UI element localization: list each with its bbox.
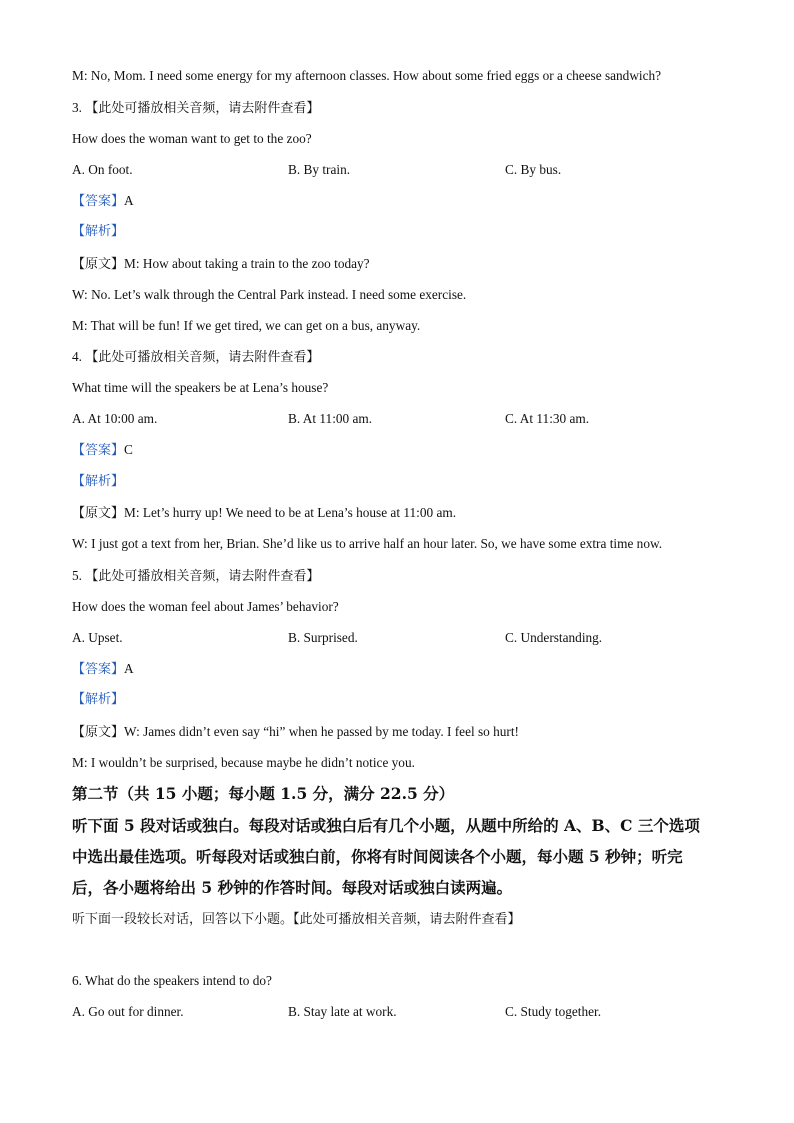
answer-value: A bbox=[124, 193, 134, 208]
original-line bbox=[72, 255, 370, 274]
transcript-line: M: That will be fun! If we get tired, we can get on a bus, anyway. bbox=[72, 318, 421, 333]
original-label: 【原文】 bbox=[72, 257, 125, 272]
transcript-line: M: No, Mom. I need some energy for my afternoon classes. How about some fried eggs or a cheese sandwich? bbox=[72, 68, 662, 83]
transcript-line: W: James didn’t even say “hi” when he passed by me today. I feel so hurt! bbox=[124, 724, 519, 739]
original-line bbox=[72, 504, 456, 523]
section-instructions: 中选出最佳选项。听每段对话或独白前，你将有时间阅读各个小题，每小题 5 秒钟；听完 bbox=[72, 847, 683, 866]
transcript-line: M: How about taking a train to the zoo today? bbox=[124, 256, 370, 271]
answer-label: 【答案】 bbox=[72, 194, 125, 209]
option-c: C. By bus. bbox=[505, 162, 562, 177]
audio-note[interactable]: 【此处可播放相关音频，请去附件查看】 bbox=[85, 101, 320, 116]
original-label: 【原文】 bbox=[72, 725, 125, 740]
transcript-line: M: I wouldn’t be surprised, because maybe he didn’t notice you. bbox=[72, 755, 415, 770]
option-a: A. Go out for dinner. bbox=[72, 1004, 184, 1019]
question-number: 4. bbox=[72, 349, 82, 364]
question-3-text: How does the woman want to get to the zoo? bbox=[72, 131, 312, 146]
section-instructions: 后，各小题将给出 5 秒钟的作答时间。每段对话或独白读两遍。 bbox=[72, 878, 513, 897]
section-instructions: 听下面 5 段对话或独白。每段对话或独白后有几个小题，从题中所给的 A、B、C 三个选项 bbox=[72, 816, 700, 835]
original-label: 【原文】 bbox=[72, 506, 125, 521]
question-6-text: 6. What do the speakers intend to do? bbox=[72, 973, 272, 988]
section-intro: 听下面一段较长对话，回答以下小题。【此处可播放相关音频，请去附件查看】 bbox=[72, 912, 521, 927]
answer-value: C bbox=[124, 442, 133, 457]
question-3-header bbox=[72, 99, 319, 118]
question-4-text: What time will the speakers be at Lena’s house? bbox=[72, 380, 329, 395]
option-b: B. Surprised. bbox=[288, 630, 358, 645]
section-title: 第二节（共 15 小题；每小题 1.5 分，满分 22.5 分） bbox=[72, 784, 455, 803]
transcript-line: M: Let’s hurry up! We need to be at Lena’s house at 11:00 am. bbox=[124, 505, 457, 520]
original-line bbox=[72, 723, 519, 742]
option-c: C. Study together. bbox=[505, 1004, 602, 1019]
analysis-label: 【解析】 bbox=[72, 474, 125, 489]
analysis-label: 【解析】 bbox=[72, 224, 125, 239]
analysis-label: 【解析】 bbox=[72, 692, 125, 707]
question-5-header bbox=[72, 567, 319, 586]
question-4-header bbox=[72, 348, 319, 367]
answer-label: 【答案】 bbox=[72, 662, 125, 677]
option-c: C. Understanding. bbox=[505, 630, 603, 645]
answer-line bbox=[72, 660, 134, 679]
option-b: B. By train. bbox=[288, 162, 351, 177]
audio-note[interactable]: 【此处可播放相关音频，请去附件查看】 bbox=[85, 350, 320, 365]
answer-value: A bbox=[124, 661, 134, 676]
question-5-text: How does the woman feel about James’ behavior? bbox=[72, 599, 339, 614]
transcript-line: W: I just got a text from her, Brian. She’d like us to arrive half an hour later. So, we have some extra time now. bbox=[72, 536, 663, 551]
option-b: B. Stay late at work. bbox=[288, 1004, 397, 1019]
answer-line bbox=[72, 192, 134, 211]
answer-line bbox=[72, 441, 133, 460]
option-a: A. At 10:00 am. bbox=[72, 411, 158, 426]
question-number: 5. bbox=[72, 568, 82, 583]
audio-note[interactable]: 【此处可播放相关音频，请去附件查看】 bbox=[85, 569, 320, 584]
option-b: B. At 11:00 am. bbox=[288, 411, 373, 426]
option-c: C. At 11:30 am. bbox=[505, 411, 590, 426]
option-a: A. On foot. bbox=[72, 162, 133, 177]
transcript-line: W: No. Let’s walk through the Central Park instead. I need some exercise. bbox=[72, 287, 467, 302]
option-a: A. Upset. bbox=[72, 630, 123, 645]
answer-label: 【答案】 bbox=[72, 443, 125, 458]
question-number: 3. bbox=[72, 100, 82, 115]
